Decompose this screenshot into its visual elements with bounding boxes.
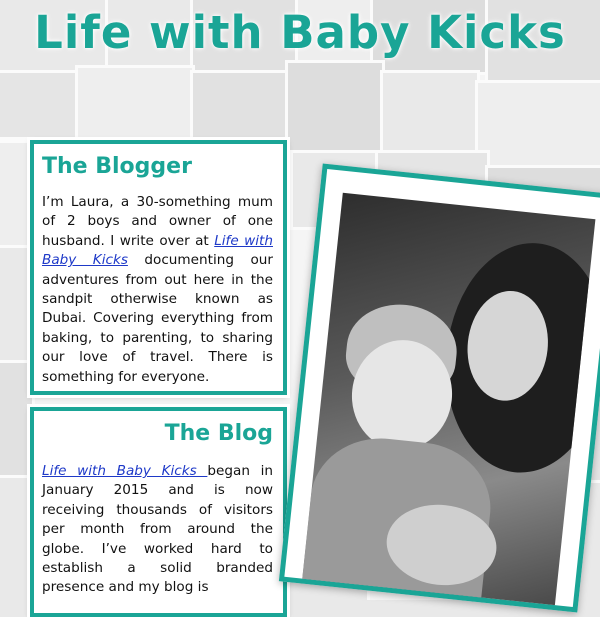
family-photo-image: [302, 193, 595, 605]
blog-link[interactable]: Life with Baby Kicks: [42, 232, 273, 269]
blog-link-2[interactable]: Life with Baby Kicks: [42, 463, 208, 479]
site-title: Life with Baby Kicks: [34, 6, 566, 59]
family-photo: [279, 163, 600, 612]
blog-description-text: began in January 2015 and is now receiving thousands of visitors per month from around the globe. I’ve worked hard to establish a solid branded presence and my blog is: [42, 463, 273, 596]
blogger-bio-text-2: documenting our adventures from out here in the sandpit otherwise known as Dubai. Covering everything from baking, to parenting, to sharing our love of travel. There is something for everyone.: [42, 252, 273, 385]
blog-description: [42, 462, 273, 598]
blog-card: [30, 407, 287, 617]
blogger-bio-text-1: I’m Laura, a 30-something mum of 2 boys and owner of one husband. I write over at: [42, 194, 273, 249]
blog-heading: The Blog: [164, 421, 273, 446]
blogger-bio: [42, 193, 273, 387]
blogger-card: [30, 140, 287, 395]
blogger-heading: The Blogger: [42, 154, 192, 179]
